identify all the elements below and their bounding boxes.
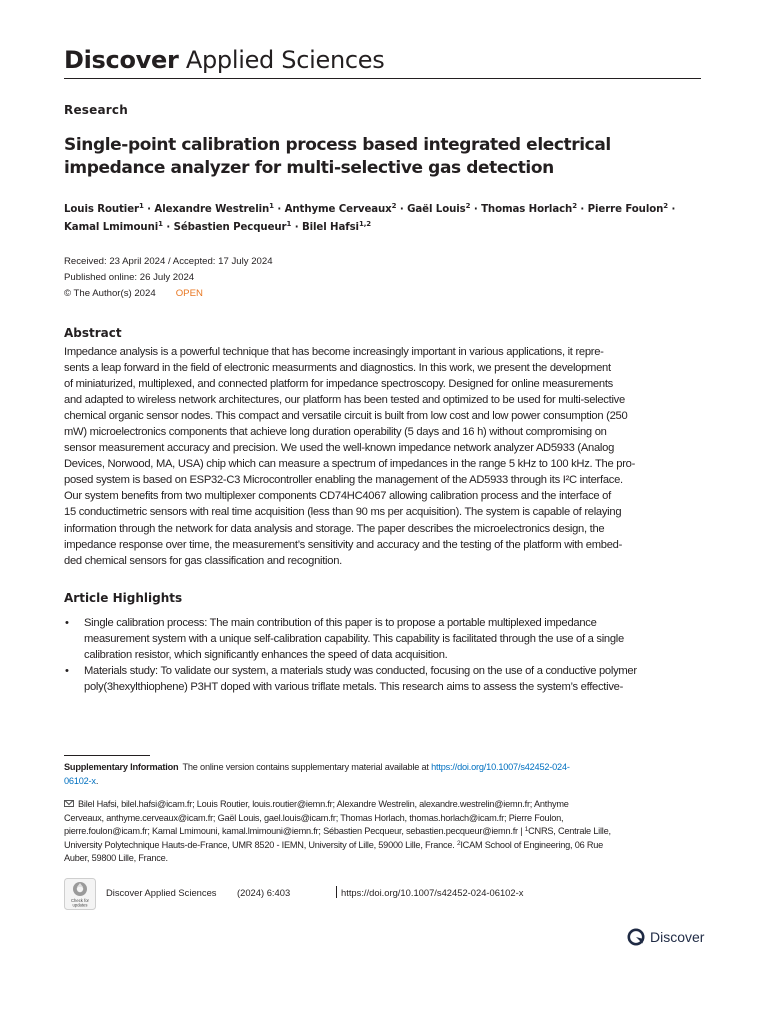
author-affiliation: 1 (138, 202, 144, 210)
highlight-line: poly(3hexylthiophene) P3HT doped with various triflate metals. This research aims to assess the system’s effective- (84, 681, 624, 694)
abstract-line: 15 conductimetric sensors with real time acquisition (less than 90 ms per acquisition). The system is capable of relaying (64, 506, 622, 519)
correspondence (64, 798, 704, 866)
highlight-line: calibration resistor, which significantly enhances the speed of data acquisition. (84, 649, 448, 662)
author-separator: · (671, 204, 676, 215)
author-affiliation: 1 (158, 219, 163, 228)
affiliation-number: 2 (456, 839, 461, 847)
author-affiliation: 1 (286, 219, 292, 228)
contact-line (64, 825, 704, 839)
check-for-updates-label: updates (72, 902, 88, 908)
abstract-line: chemical organic sensor nodes. This compact and versatile circuit is built from low cost and low power consumption (250 (64, 410, 628, 423)
contact-text: pierre.foulon@icam.fr; Kamal Lmimouni, kamal.lmimouni@iemn.fr; Sébastien Pecqueur, sebastien.pecqueur@iemn.fr | (64, 826, 523, 837)
author-affiliation: 2 (465, 202, 471, 210)
abstract-line: mW) microelectronics components that achieve long duration operability (5 days and 16 h) without compromising on (64, 426, 607, 439)
author-affiliation: 1,2 (358, 219, 372, 228)
bullet: • (65, 665, 69, 678)
supplementary-period: . (95, 775, 99, 786)
contact-text: Bilel Hafsi, bilel.hafsi@icam.fr; Louis Routier, louis.routier@iemn.fr; Alexandre Westrelin, alexandre.westrelin@iemn.fr; Anthyme (78, 799, 569, 809)
published-date: Published online: 26 July 2024 (64, 272, 195, 283)
abstract-line: Impedance analysis is a powerful technique that has become increasingly important in various applications, it repre- (64, 346, 604, 358)
author-name[interactable]: Gaël Louis (407, 204, 466, 215)
author-name[interactable]: Kamal Lmimouni (64, 221, 159, 233)
supplementary-link[interactable]: https://doi.org/10.1007/s42452-024- (431, 762, 570, 772)
envelope-icon (64, 800, 74, 807)
contact-line (64, 839, 704, 853)
author-separator: · (166, 221, 171, 233)
footer-citation: (2024) 6:403 (237, 887, 291, 898)
supplementary-line-1 (64, 761, 664, 775)
highlight-line: measurement system with a unique self-calibration capability. This capability is facilitated through the use of a single (84, 633, 624, 646)
highlight-item (64, 615, 703, 663)
author-separator: · (277, 204, 282, 215)
footnote-divider (64, 755, 150, 756)
footer-journal: Discover Applied Sciences (106, 887, 217, 898)
check-for-updates-icon[interactable] (64, 878, 96, 910)
bullet: • (65, 617, 69, 629)
author-separator: · (473, 204, 478, 215)
abstract-line: and adapted to wireless network architectures, our platform has been tested and optimized to be used for multi-selective (64, 394, 625, 407)
abstract-line: impedance response over time, the measurement’s sensitivity and accuracy and the testing of the platform with embed- (64, 538, 623, 551)
open-access-badge: OPEN (175, 288, 203, 299)
abstract-line: of miniaturized, multiplexed, and connected platform for impedance spectroscopy. Designed for online measurements (64, 378, 613, 391)
header-divider (64, 78, 701, 79)
author-separator: · (294, 221, 299, 233)
supplementary-info (64, 761, 664, 788)
check-for-updates-label: Check for (71, 898, 89, 903)
abstract-line: information through the network for data analysis and storage. The paper describes the microelectronics design, the (64, 522, 605, 535)
article-dates (64, 254, 273, 302)
contact-line: Auber, 59800 Lille, France. (64, 853, 168, 864)
abstract-line: sensor measurement accuracy and precision. We used the well-known impedance network analyzer AD5933 (Analog (64, 442, 615, 455)
journal-title-bold: Discover (64, 46, 179, 74)
contact-text: ICAM School of Engineering, 06 Rue (460, 839, 604, 850)
author-name[interactable]: Bilel Hafsi (301, 221, 359, 233)
discover-logo-icon (627, 928, 645, 946)
abstract-line: sents a leap forward in the field of electronic measurments and diagnostics. In this work, we present the development (64, 362, 611, 375)
author-name[interactable]: Anthyme Cerveaux (284, 204, 392, 215)
contact-line (64, 798, 704, 812)
supplementary-text: The online version contains supplementary material available at (182, 762, 429, 772)
author-separator: · (147, 204, 151, 215)
abstract-body (64, 344, 703, 569)
received-accepted-date: Received: 23 April 2024 / Accepted: 17 July 2024 (64, 256, 273, 267)
article-section: Research (64, 103, 128, 117)
author-line-2 (64, 219, 704, 237)
copyright-line (64, 286, 273, 302)
supplementary-link-cont[interactable]: 06102-x (64, 775, 96, 786)
copyright-text: © The Author(s) 2024 (64, 288, 156, 299)
abstract-line: posed system is based on ESP32-C3 Microcontroller enabling the management of the AD5933 through its I²C interface. (64, 474, 623, 487)
highlights-heading: Article Highlights (64, 591, 183, 605)
title-line: impedance analyzer for multi-selective gas detection (64, 158, 554, 178)
author-name[interactable]: Alexandre Westrelin (154, 204, 270, 215)
abstract-line: Devices, Norwood, MA, USA) chip which can measure a spectrum of impedances in the range 5 kHz to 100 kHz. The pro- (64, 458, 636, 471)
abstract-line: ded chemical sensors for gas classification and recognition. (64, 554, 342, 567)
journal-title (64, 44, 384, 76)
author-affiliation: 2 (572, 202, 577, 210)
footer-separator (336, 886, 337, 898)
article-title (64, 134, 684, 180)
contact-line: Cerveaux, anthyme.cerveaux@icam.fr; Gaël Louis, gael.louis@icam.fr; Thomas Horlach, thomas.horlach@icam.fr; Pierre Foulon, (64, 812, 564, 823)
author-name[interactable]: Thomas Horlach (481, 204, 573, 215)
contact-text: CNRS, Centrale Lille, (528, 826, 611, 837)
author-line-1 (64, 201, 704, 219)
supplementary-line-2 (64, 775, 664, 789)
author-list (64, 201, 704, 236)
journal-title-rest: Applied Sciences (185, 46, 385, 74)
title-line: Single-point calibration process based integrated electrical (64, 135, 611, 155)
author-name[interactable]: Pierre Foulon (587, 204, 664, 215)
author-affiliation: 2 (663, 202, 669, 210)
abstract-heading: Abstract (64, 326, 122, 340)
highlight-item (64, 663, 703, 695)
footer-doi[interactable]: https://doi.org/10.1007/s42452-024-06102-x (341, 887, 524, 898)
author-affiliation: 1 (269, 202, 274, 210)
contact-text: University Polytechnique Hauts-de-France, UMR 8520 - IEMN, University of Lille, 59000 Lille, France. (64, 839, 455, 850)
highlight-line: Materials study: To validate our system, a materials study was conducted, focusing on the use of a conductive polymer (84, 665, 637, 678)
author-name[interactable]: Sébastien Pecqueur (173, 221, 287, 233)
highlights-list (64, 615, 703, 695)
highlight-line: Single calibration process: The main contribution of this paper is to propose a portable multiplexed impedance (84, 617, 597, 629)
supplementary-label: Supplementary Information (64, 762, 179, 772)
author-separator: · (399, 204, 404, 215)
affiliation-number: 1 (524, 826, 529, 834)
author-affiliation: 2 (391, 202, 397, 210)
author-separator: · (580, 204, 585, 215)
author-name[interactable]: Louis Routier (64, 204, 139, 215)
discover-logo-text: Discover (650, 929, 705, 945)
abstract-line: Our system benefits from two multiplexer components CD74HC4067 allowing calibration process and the interface of (64, 490, 611, 503)
